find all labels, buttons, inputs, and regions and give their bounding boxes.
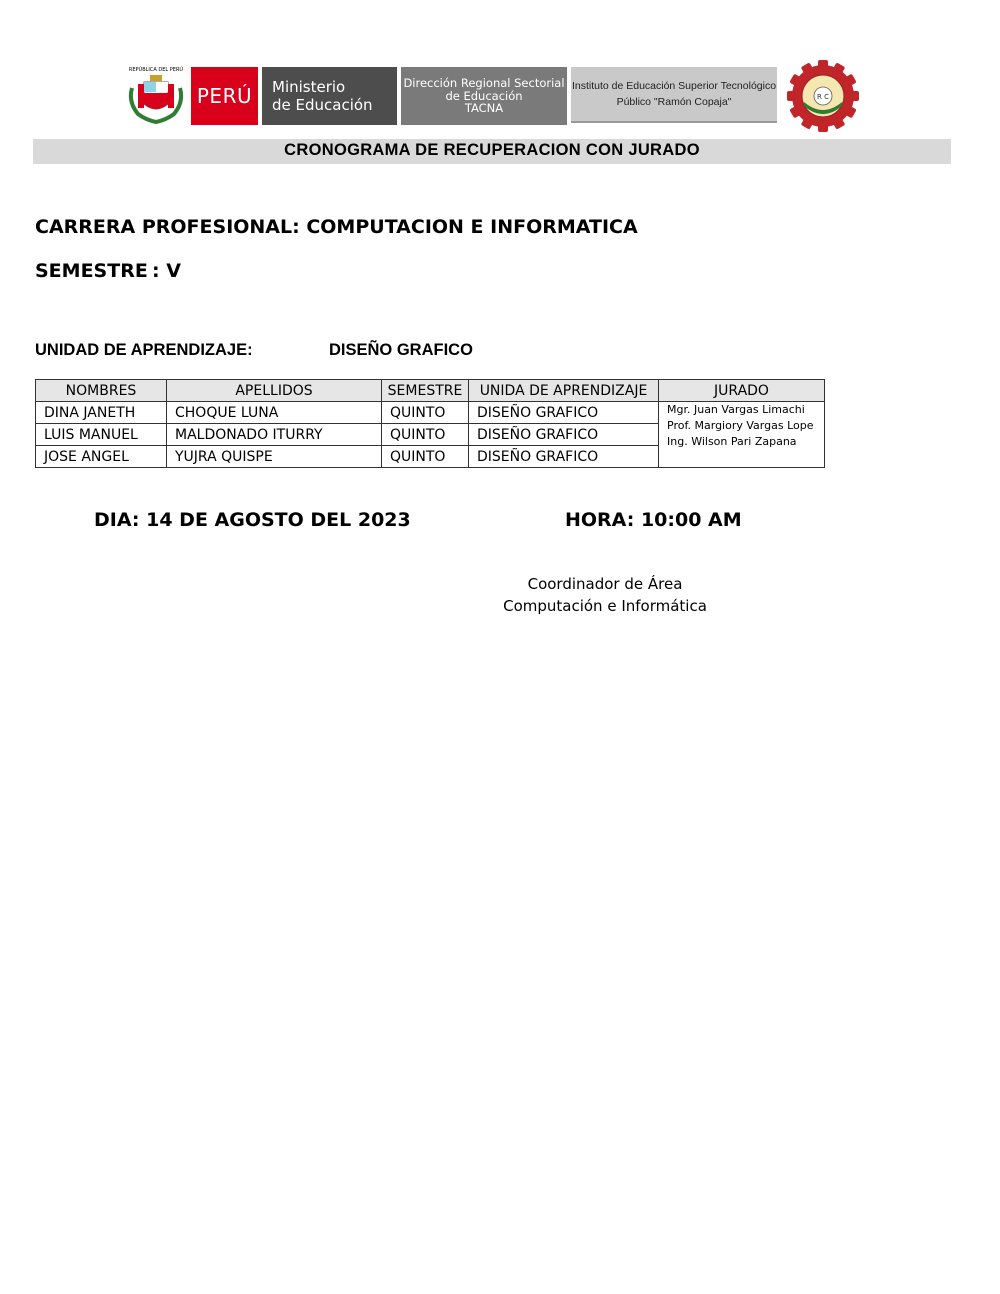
header-nombres: NOMBRES: [36, 380, 167, 402]
unit-label: UNIDAD DE APRENDIZAJE:: [35, 341, 253, 359]
peru-coat-of-arms-logo: [128, 62, 184, 126]
career-heading: CARRERA PROFESIONAL: COMPUTACION E INFORMATICA: [35, 216, 638, 238]
jurado-cell: [659, 402, 825, 468]
unit-value: DISEÑO GRAFICO: [329, 341, 473, 359]
cell-unidad: DISEÑO GRAFICO: [469, 446, 659, 468]
students-table: [35, 379, 825, 468]
institute-seal-logo: [781, 60, 865, 132]
svg-text:REPÚBLICA DEL PERÚ: REPÚBLICA DEL PERÚ: [128, 67, 184, 73]
iest-ramon-copaja-banner: Instituto de Educación Superior Tecnológico Público "Ramón Copaja": [571, 67, 777, 123]
cell-unidad: DISEÑO GRAFICO: [469, 402, 659, 424]
schedule-time: HORA: 10:00 AM: [565, 509, 742, 531]
table-row: [36, 402, 825, 424]
signature-title: Coordinador de Área: [527, 575, 683, 593]
header-semestre: SEMESTRE: [382, 380, 469, 402]
cell-nombres: DINA JANETH: [36, 402, 167, 424]
cell-apellidos: YUJRA QUISPE: [167, 446, 382, 468]
cell-semestre: QUINTO: [382, 424, 469, 446]
cell-nombres: LUIS MANUEL: [36, 424, 167, 446]
header-unidad: UNIDA DE APRENDIZAJE: [469, 380, 659, 402]
cell-apellidos: CHOQUE LUNA: [167, 402, 382, 424]
semestre-value: : V: [152, 260, 181, 282]
header-apellidos: APELLIDOS: [167, 380, 382, 402]
cell-semestre: QUINTO: [382, 446, 469, 468]
jurado-member: Mgr. Juan Vargas Limachi: [667, 403, 805, 416]
drse-tacna-logo: Dirección Regional Sectorial de Educación TACNA: [401, 67, 567, 125]
cell-apellidos: MALDONADO ITURRY: [167, 424, 382, 446]
schedule-date: DIA: 14 DE AGOSTO DEL 2023: [94, 509, 411, 531]
ministerio-educacion-logo: Ministerio de Educación: [262, 67, 397, 125]
jurado-member: Ing. Wilson Pari Zapana: [667, 435, 797, 448]
document-title: CRONOGRAMA DE RECUPERACION CON JURADO: [284, 141, 700, 159]
table-header-row: [36, 380, 825, 402]
cell-nombres: JOSE ANGEL: [36, 446, 167, 468]
signature-area: Computación e Informática: [503, 597, 707, 615]
jurado-member: Prof. Margiory Vargas Lope: [667, 419, 814, 432]
cell-semestre: QUINTO: [382, 402, 469, 424]
signature-block: [480, 573, 730, 617]
peru-logo: PERÚ: [191, 67, 258, 125]
seal-initials: R C: [817, 93, 829, 101]
cell-unidad: DISEÑO GRAFICO: [469, 424, 659, 446]
semestre-label: SEMESTRE: [35, 260, 148, 282]
header-jurado: JURADO: [659, 380, 825, 402]
